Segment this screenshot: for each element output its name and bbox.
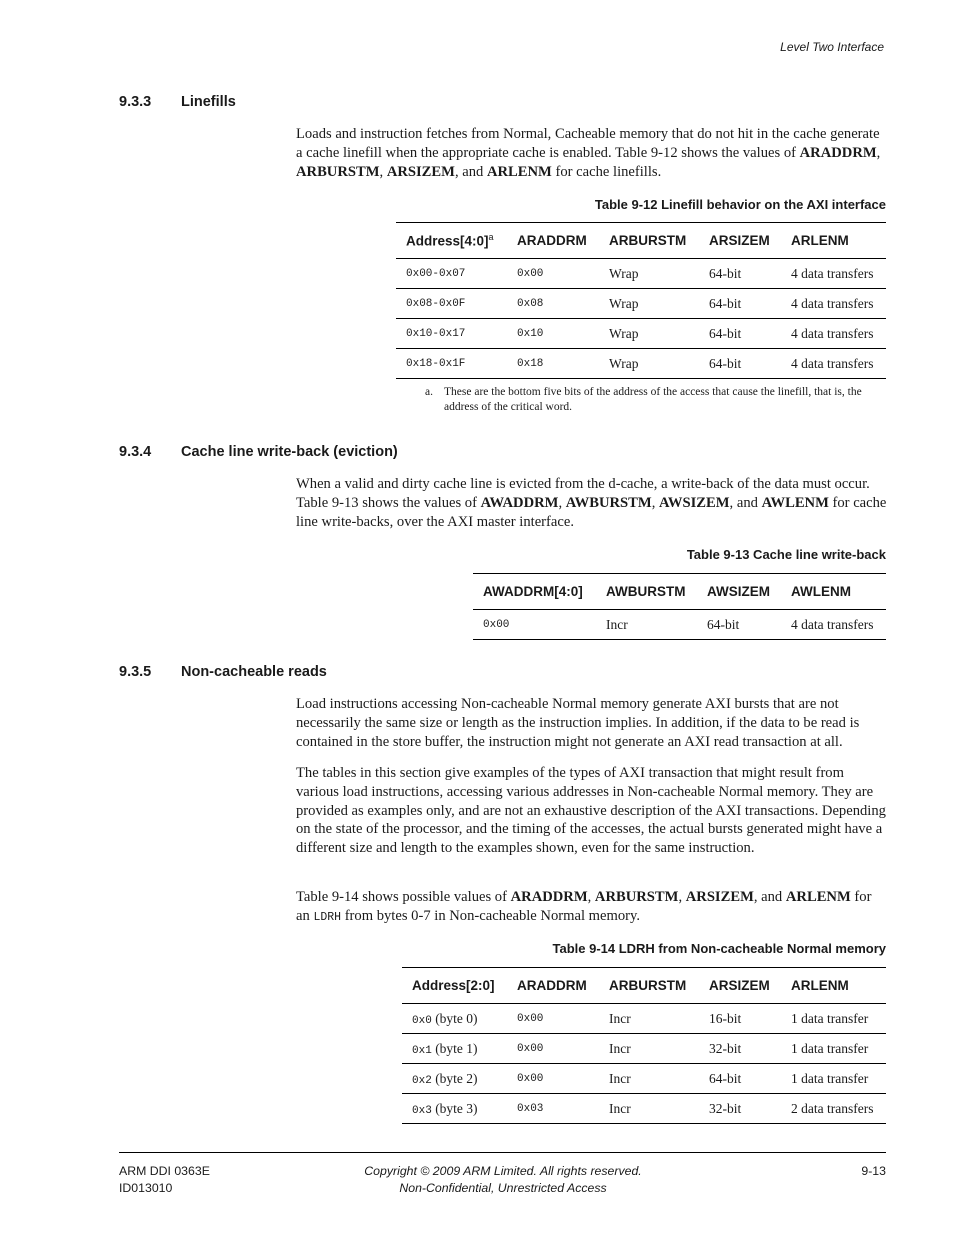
column-header: ARADDRM	[507, 223, 599, 259]
table-row: 0x3 (byte 3) 0x03 Incr 32-bit 2 data transfers	[402, 1094, 886, 1124]
section-heading-9-3-4	[119, 444, 398, 460]
non-cacheable-paragraph-1: Load instructions accessing Non-cacheable Normal memory generate AXI bursts that are not necessarily the same size or length as the instruction implies. In addition, if the data to be read is contained in the store buffer, the instruction might not generate an AXI read transaction at all.	[296, 696, 860, 750]
table-row: 0x00 Incr 64-bit 4 data transfers	[473, 610, 886, 640]
page-number: 9-13	[861, 1164, 886, 1178]
column-header: Address[2:0]	[402, 968, 507, 1004]
column-header: ARADDRM	[507, 968, 599, 1004]
table-row: 0x0 (byte 0) 0x00 Incr 16-bit 1 data transfer	[402, 1004, 886, 1034]
footer-center	[300, 1163, 706, 1197]
table-9-14-caption: Table 9-14 LDRH from Non-cacheable Normal memory	[552, 941, 886, 956]
table-row: 0x08-0x0F 0x08 Wrap 64-bit 4 data transfers	[396, 289, 886, 319]
table-header-row	[473, 574, 886, 610]
table-9-12-footnote	[425, 385, 865, 415]
table-row: 0x18-0x1F 0x18 Wrap 64-bit 4 data transfers	[396, 349, 886, 379]
column-header: ARSIZEM	[699, 223, 781, 259]
section-title: Cache line write-back (eviction)	[181, 444, 398, 460]
section-number: 9.3.4	[119, 444, 152, 460]
table-9-13	[473, 573, 886, 640]
access-notice: Non-Confidential, Unrestricted Access	[399, 1181, 607, 1195]
table-row: 0x2 (byte 2) 0x00 Incr 64-bit 1 data transfer	[402, 1064, 886, 1094]
column-header: AWSIZEM	[697, 574, 781, 610]
section-title: Linefills	[181, 94, 236, 110]
footer-left	[119, 1163, 210, 1197]
non-cacheable-paragraph-3: Table 9-14 shows possible values of ARADDRM, ARBURSTM, ARSIZEM, and ARLENM for an LDRH from bytes 0-7 in Non-cacheable Normal memory.	[296, 889, 872, 924]
column-header: Address[4:0]$^a$	[396, 223, 507, 259]
column-header: ARLENM	[781, 968, 886, 1004]
table-row: 0x1 (byte 1) 0x00 Incr 32-bit 1 data transfer	[402, 1034, 886, 1064]
footnote-text: These are the bottom five bits of the address of the access that cause the linefill, that is, the address of the critical word.	[444, 386, 862, 413]
running-header: Level Two Interface	[780, 40, 884, 54]
footnote-label: a.	[425, 386, 433, 398]
table-9-12	[396, 222, 886, 379]
column-header: ARBURSTM	[599, 223, 699, 259]
table-header-row	[396, 223, 886, 259]
section-heading-9-3-3	[119, 94, 236, 110]
table-9-14	[402, 967, 886, 1124]
column-header: AWADDRM[4:0]	[473, 574, 596, 610]
column-header: AWBURSTM	[596, 574, 697, 610]
table-9-13-caption: Table 9-13 Cache line write-back	[686, 547, 886, 562]
footer-divider	[119, 1152, 886, 1153]
document-id: ARM DDI 0363E	[119, 1164, 210, 1178]
column-header: AWLENM	[781, 574, 886, 610]
footnote-marker: a	[488, 232, 494, 243]
non-cacheable-paragraph-2: The tables in this section give examples of the types of AXI transaction that might result from various load instructions, accessing various addresses in Non-cacheable Normal memory. They are provided as examples only, and are not an exhaustive description of the AXI transactions. Depending on the state of the processor, and the timing of the accesses, the actual bursts generated might have a different size and length to the examples shown, even for the same instruction.	[296, 765, 886, 857]
table-row: 0x00-0x07 0x00 Wrap 64-bit 4 data transfers	[396, 259, 886, 289]
table-9-12-caption: Table 9-12 Linefill behavior on the AXI interface	[594, 197, 886, 212]
linefills-paragraph: Loads and instruction fetches from Normal, Cacheable memory that do not hit in the cache generate a cache linefill when the appropriate cache is enabled. Table 9-12 shows the values of ARADDRM, ARBURSTM, ARSIZEM, and ARLENM for cache linefills.	[296, 126, 881, 180]
table-header-row	[402, 968, 886, 1004]
table-row: 0x10-0x17 0x10 Wrap 64-bit 4 data transfers	[396, 319, 886, 349]
column-header: ARLENM	[781, 223, 886, 259]
section-title: Non-cacheable reads	[181, 664, 327, 680]
issue-id: ID013010	[119, 1181, 173, 1195]
section-number: 9.3.5	[119, 664, 152, 680]
copyright: Copyright © 2009 ARM Limited. All rights reserved.	[364, 1164, 642, 1178]
write-back-paragraph: When a valid and dirty cache line is evicted from the d-cache, a write-back of the data must occur. Table 9-13 shows the values of AWADDRM, AWBURSTM, AWSIZEM, and AWLENM for cache line write-backs, over the AXI master interface.	[296, 476, 887, 530]
section-number: 9.3.3	[119, 94, 152, 110]
column-header: ARSIZEM	[699, 968, 781, 1004]
section-heading-9-3-5	[119, 664, 327, 680]
column-header: ARBURSTM	[599, 968, 699, 1004]
